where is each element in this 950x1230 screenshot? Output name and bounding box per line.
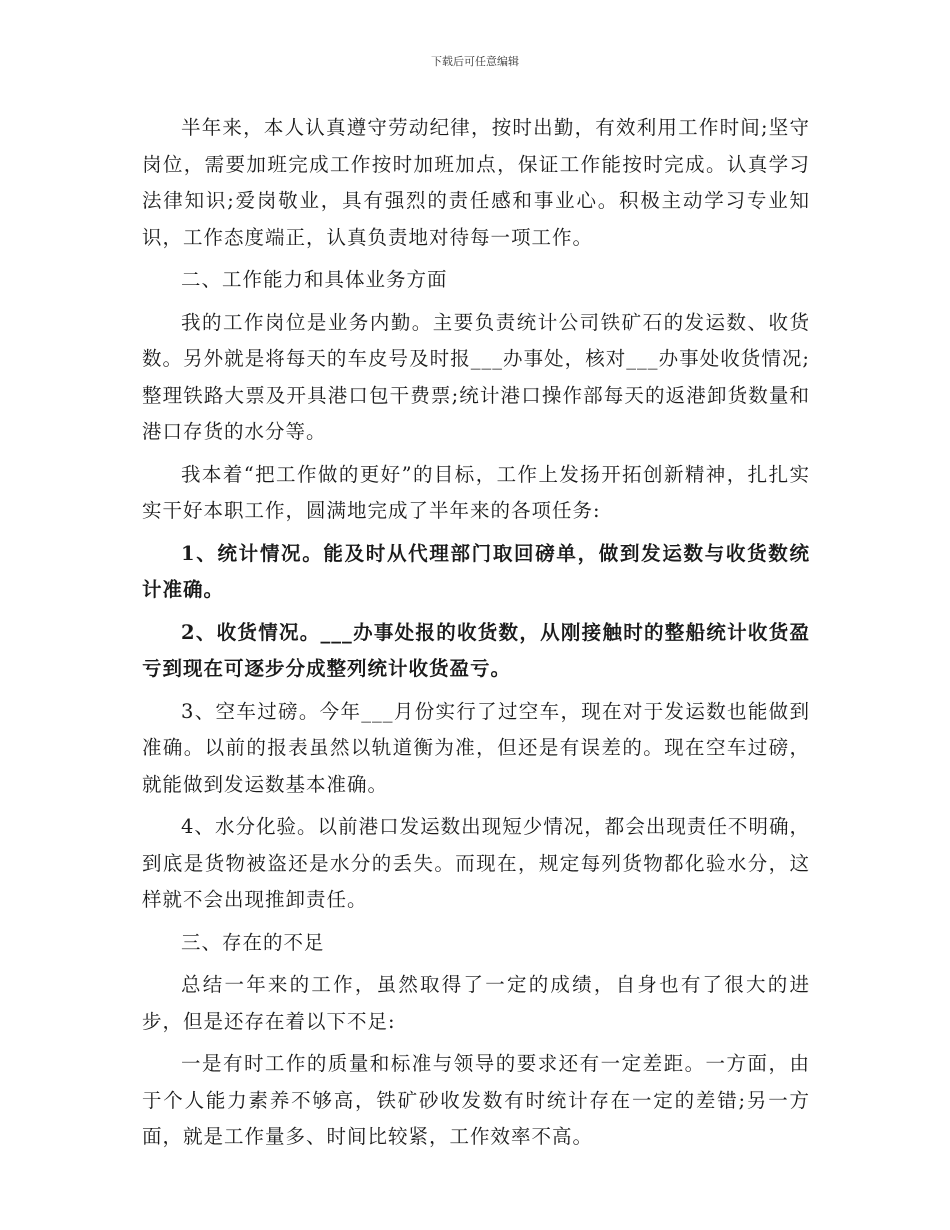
paragraph-item-1: 1、统计情况。能及时从代理部门取回磅单，做到发运数与收货数统计准确。 [142,541,810,601]
section-heading-3: 三、存在的不足 [181,930,325,954]
paragraph-job-duties: 我的工作岗位是业务内勤。主要负责统计公司铁矿石的发运数、收货数。另外就是将每天的车皮号及时报___办事处，核对___办事处收货情况;整理铁路大票及开具港口包干费票;统计港口操作部每天的返港卸货数量和港口存货的水分等。 [142,310,810,443]
section-heading-2: 二、工作能力和具体业务方面 [181,268,448,291]
page-header: 下载后可任意编辑 [431,55,519,68]
paragraph-item-4: 4、水分化验。以前港口发运数出现短少情况，都会出现责任不明确，到底是货物被盗还是水分的丢失。而现在，规定每列货物都化验水分，这样就不会出现推卸责任。 [142,815,810,911]
paragraph-summary: 总结一年来的工作，虽然取得了一定的成绩，自身也有了很大的进步，但是还存在着以下不足: [142,973,810,1033]
paragraph-shortcoming-1: 一是有时工作的质量和标准与领导的要求还有一定差距。一方面，由于个人能力素养不够高，铁矿砂收发数有时统计存在一定的差错;另一方面，就是工作量多、时间比较紧，工作效率不高。 [142,1052,810,1148]
paragraph-item-2: 2、收货情况。___办事处报的收货数，从刚接触时的整船统计收货盈亏到现在可逐步分成整列统计收货盈亏。 [142,620,810,680]
document-body [142,110,810,1162]
paragraph-goal: 我本着“把工作做的更好”的目标，工作上发扬开拓创新精神，扎扎实实干好本职工作，圆满地完成了半年来的各项任务: [142,462,810,522]
paragraph-item-3: 3、空车过磅。今年___月份实行了过空车，现在对于发运数也能做到准确。以前的报表虽然以轨道衡为准，但还是有误差的。现在空车过磅，就能做到发运数基本准确。 [142,699,810,796]
paragraph-discipline: 半年来，本人认真遵守劳动纪律，按时出勤，有效利用工作时间;坚守岗位，需要加班完成工作按时加班加点，保证工作能按时完成。认真学习法律知识;爱岗敬业，具有强烈的责任感和事业心。积极主动学习专业知识，工作态度端正，认真负责地对待每一项工作。 [142,116,810,249]
